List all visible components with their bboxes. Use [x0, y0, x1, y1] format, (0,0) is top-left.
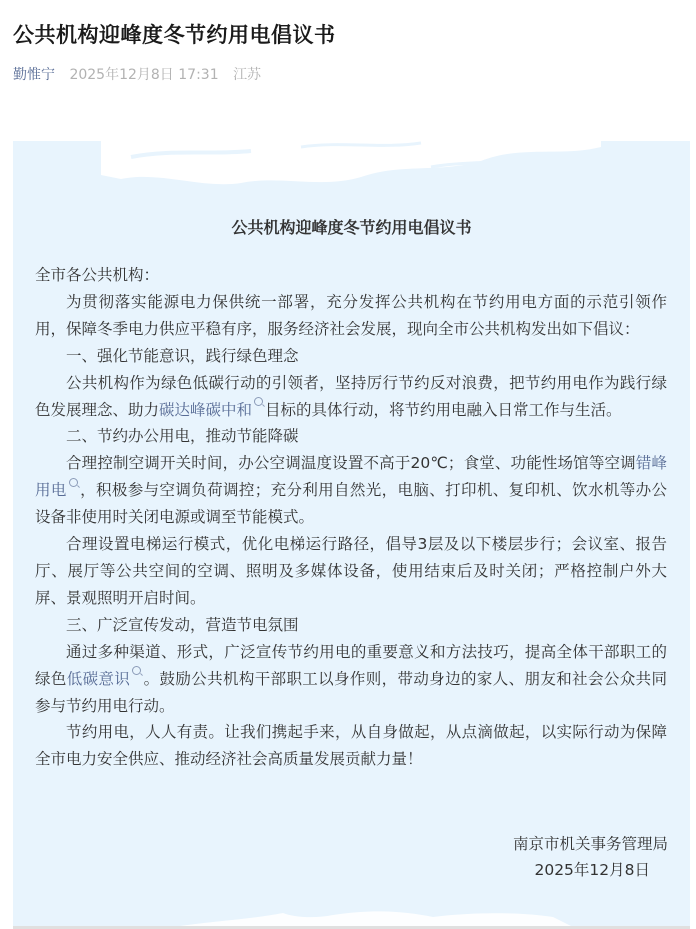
section2-paragraph-2: 合理设置电梯运行模式，优化电梯运行路径，倡导3层及以下楼层步行；会议室、报告厅、展厅等公共空间的空调、照明及多媒体设备，使用结束后及时关闭；严格控制户外大屏、景观照明开启时间。 [35, 535, 667, 607]
document-body [35, 262, 667, 773]
author-link[interactable]: 勤惟宁 [13, 67, 55, 83]
salutation: 全市各公共机构： [35, 266, 160, 284]
text: ，积极参与空调负荷调控；充分利用自然光，电脑、打印机、复印机、饮水机等办公设备非使用时关闭电源或调至节能模式。 [35, 481, 667, 527]
signature-date: 2025年12月8日 [534, 861, 650, 879]
search-icon[interactable] [69, 478, 78, 487]
section2-paragraph-1 [35, 450, 667, 531]
text: 。鼓励公共机构干部职工以身作则，带动身边的家人、朋友和社会公众共同参与节约用电行动。 [35, 669, 667, 715]
document-panel [13, 141, 690, 927]
publish-location: 江苏 [233, 67, 262, 83]
text: 公共机构作为绿色低碳行动的引领者，坚持厉行节约反对浪费，把节约用电作为践行绿色发展理念、助力 [35, 373, 667, 419]
search-icon[interactable] [132, 666, 141, 675]
keyword-link-carbon-peak[interactable]: 碳达峰碳中和 [159, 400, 253, 419]
article-title: 公共机构迎峰度冬节约用电倡议书 [13, 23, 336, 47]
section3-heading: 三、广泛宣传发动，营造节电氛围 [66, 615, 299, 634]
section1-paragraph [35, 370, 667, 424]
closing-paragraph: 节约用电，人人有责。让我们携起手来，从自身做起，从点滴做起，以实际行动为保障全市电力安全供应、推动经济社会高质量发展贡献力量！ [35, 723, 667, 769]
cloud-decoration-bottom [133, 907, 593, 927]
section3-paragraph [35, 639, 667, 720]
signature-block [513, 831, 668, 883]
search-icon[interactable] [254, 397, 263, 406]
text: 通过多种渠道、形式，广泛宣传节约用电的重要意义和方法技巧，提高全体干部职工的绿色 [35, 642, 667, 688]
text: 合理控制空调开关时间，办公空调温度设置不高于20℃；食堂、功能性场馆等空调 [66, 454, 636, 473]
keyword-link-off-peak[interactable]: 错峰用电 [35, 454, 667, 500]
publish-time: 2025年12月8日 17:31 [69, 67, 219, 83]
section1-heading: 一、强化节能意识，践行绿色理念 [66, 346, 299, 365]
signature-org: 南京市机关事务管理局 [512, 835, 668, 853]
intro-paragraph: 为贯彻落实能源电力保供统一部署，充分发挥公共机构在节约用电方面的示范引领作用，保障冬季电力供应平稳有序，服务经济社会发展，现向全市公共机构发出如下倡议： [35, 292, 667, 338]
article-meta [13, 64, 261, 84]
section2-heading: 二、节约办公用电，推动节能降碳 [66, 427, 299, 446]
document-title: 公共机构迎峰度冬节约用电倡议书 [231, 218, 472, 237]
keyword-link-low-carbon[interactable]: 低碳意识 [66, 669, 131, 688]
cloud-decoration-top [101, 127, 601, 189]
text: 目标的具体行动，将节约用电融入日常工作与生活。 [265, 400, 622, 419]
